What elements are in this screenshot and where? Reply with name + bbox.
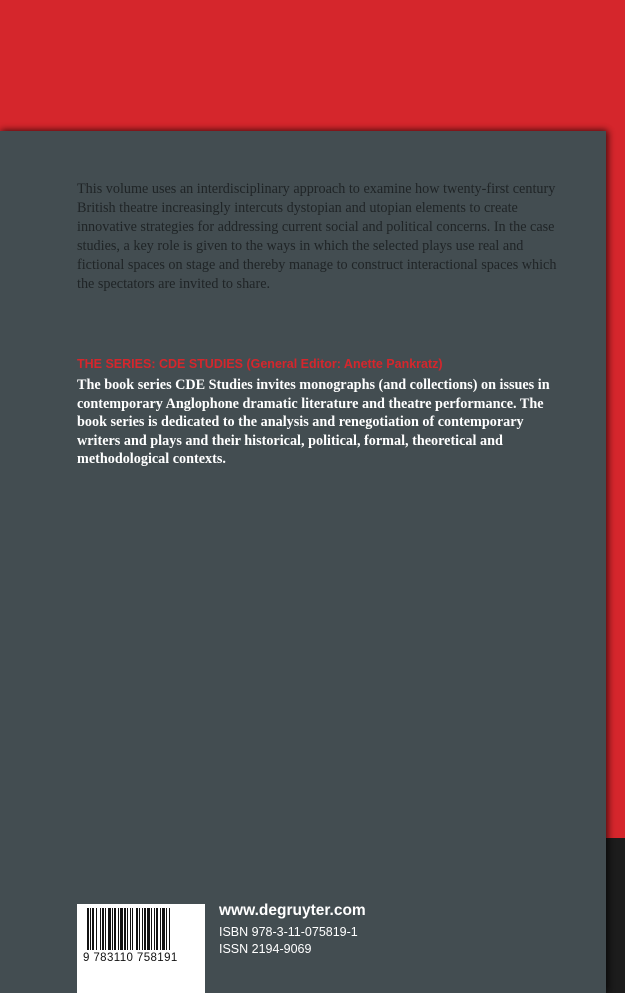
publisher-website[interactable]: www.degruyter.com: [219, 902, 366, 919]
barcode: [77, 904, 205, 993]
dark-corner-strip: [605, 838, 625, 993]
book-blurb: This volume uses an interdisciplinary approach to examine how twenty-first century British theatre increasingly intercuts dystopian and utopian elements to create innovative strategies for addressing current social and political concerns. In the case studies, a key role is given to the ways in which the selected plays use real and fictional spaces on stage and thereby manage to construct interactional spaces which the spectators are invited to share.: [77, 181, 557, 292]
series-title: THE SERIES: CDE STUDIES (General Editor: Anette Pankratz): [77, 357, 443, 371]
publisher-info: [219, 901, 366, 958]
issn-number: ISSN 2194-9069: [219, 942, 312, 956]
barcode-bars: [77, 904, 205, 952]
isbn-number: ISBN 978-3-11-075819-1: [219, 925, 358, 939]
barcode-digits: 9 783110 758191: [83, 952, 178, 964]
series-description: The book series CDE Studies invites monographs (and collections) on issues in contemporary Anglophone dramatic literature and theatre performance. The book series is dedicated to the analysis and renegotiation of contemporary writers and plays and their historical, political, formal, theoretical and methodological contexts.: [77, 377, 550, 467]
back-cover-panel: [0, 131, 606, 993]
